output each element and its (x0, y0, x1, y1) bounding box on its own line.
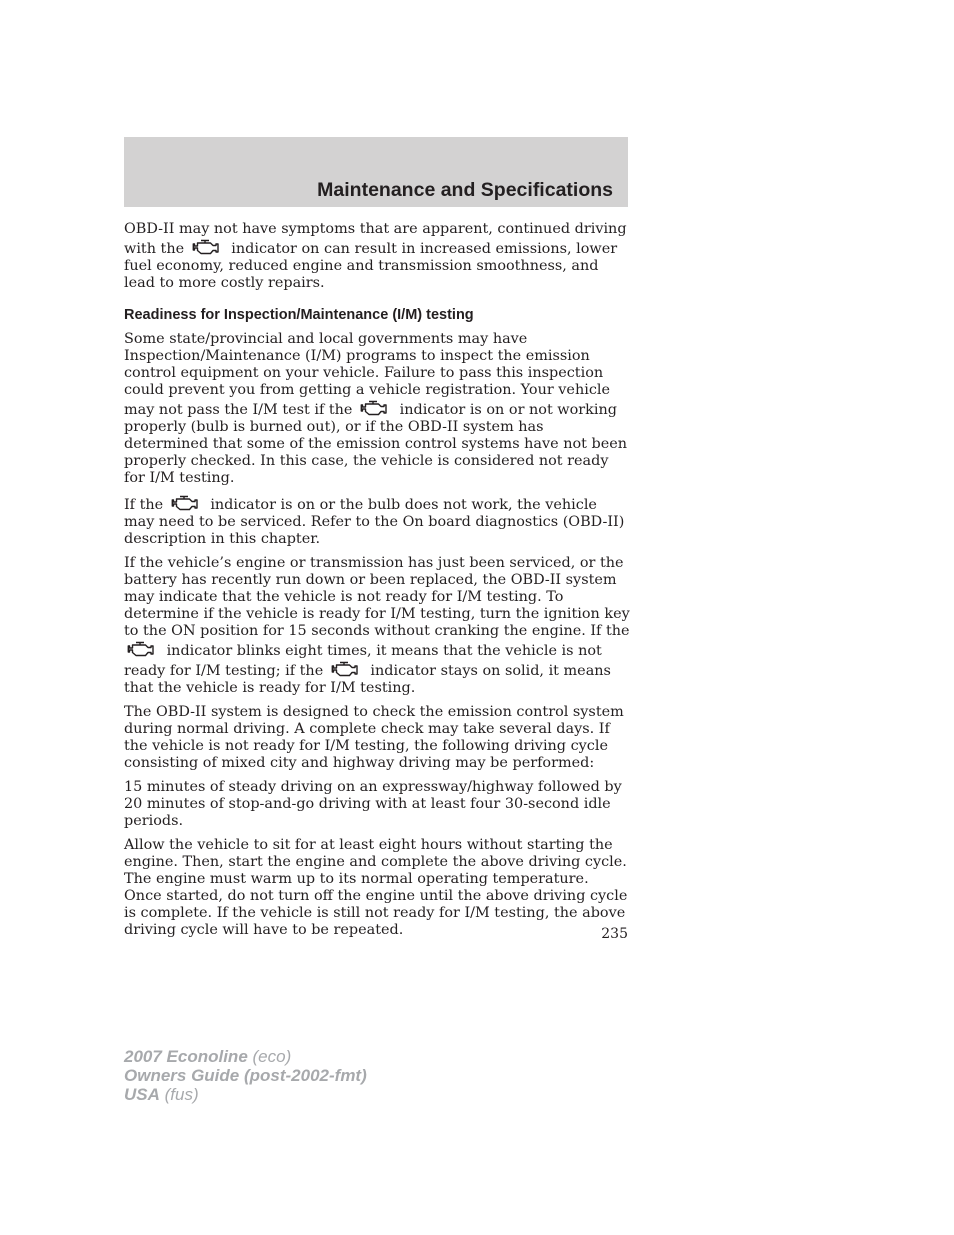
footer-guide: Owners Guide (post-2002-fmt) (124, 1066, 367, 1085)
text-run: indicator on can result in increased emissions, lower fuel economy, reduced engine and transmission smoothness, and lead to more costly repairs. (124, 241, 618, 291)
check-engine-icon (170, 494, 200, 513)
text-run: If the vehicle’s engine or transmission has just been serviced, or the battery has recently run down or been replaced, the OBD-II system may indicate that the vehicle is not ready for I/M testing. To determine if the vehicle is ready for I/M testing, turn the ignition key to the ON position for 15 seconds without cranking the engine. If the (124, 555, 630, 639)
section-heading: Readiness for Inspection/Maintenance (I/M) testing (124, 307, 474, 323)
header-band (124, 137, 628, 207)
paragraph-driving-cycle: The OBD-II system is designed to check the emission control system during normal driving. A complete check may take several days. If the vehicle is not ready for I/M testing, the following driving cycle consisting of mixed city and highway driving may be performed: (124, 704, 624, 771)
footer-line-2 (124, 1066, 367, 1085)
footer-line-3 (124, 1085, 367, 1104)
paragraph-readiness-check (124, 555, 630, 697)
text-run: If the (124, 497, 164, 513)
footer-line-1 (124, 1047, 367, 1066)
text-run: indicator is on or not working properly (bulb is burned out), or if the OBD-II system has determined that some of the emission control systems have not been properly checked. In this case, the vehicle is considered not ready for I/M testing. (124, 402, 628, 486)
footer-code: (eco) (252, 1047, 292, 1066)
check-engine-icon (191, 238, 221, 257)
paragraph-repeat: Allow the vehicle to sit for at least eight hours without starting the engine. Then, start the engine and complete the above driving cycle. The engine must warm up to its normal operating temperature. Once started, do not turn off the engine until the above driving cycle is complete. If the vehicle is still not ready for I/M testing, the above driving cycle will have to be repeated. (124, 837, 628, 938)
check-engine-icon (359, 399, 389, 418)
paragraph-im-programs (124, 331, 630, 487)
text-run: OBD-II may not have symptoms that are apparent, continued driving with the (124, 221, 627, 257)
page-title: Maintenance and Specifications (317, 179, 613, 201)
footer-market-code: (fus) (164, 1085, 199, 1104)
check-engine-icon (126, 640, 156, 659)
footer (124, 1047, 367, 1104)
text-run: indicator is on or the bulb does not work, the vehicle may need to be serviced. Refer to the On board diagnostics (OBD-II) description in this chapter. (124, 497, 625, 547)
paragraph-symptoms (124, 221, 630, 292)
page-content (124, 221, 630, 946)
text-run: indicator blinks eight times, it means that the vehicle is not ready for I/M testing; if the (124, 643, 602, 679)
check-engine-icon (330, 660, 360, 679)
paragraph-driving-steps: 15 minutes of steady driving on an expressway/highway followed by 20 minutes of stop-and-go driving with at least four 30-second idle periods. (124, 779, 622, 829)
paragraph-indicator-on (124, 494, 630, 548)
page-number: 235 (601, 926, 628, 942)
footer-market: USA (124, 1085, 160, 1104)
text-run: indicator stays on solid, it means that the vehicle is ready for I/M testing. (124, 663, 611, 696)
footer-model: 2007 Econoline (124, 1047, 248, 1066)
text-run: Some state/provincial and local governments may have Inspection/Maintenance (I/M) programs to inspect the emission control equipment on your vehicle. Failure to pass this inspection could prevent you from getting a vehicle registration. Your vehicle may not pass the I/M test if the (124, 331, 610, 418)
